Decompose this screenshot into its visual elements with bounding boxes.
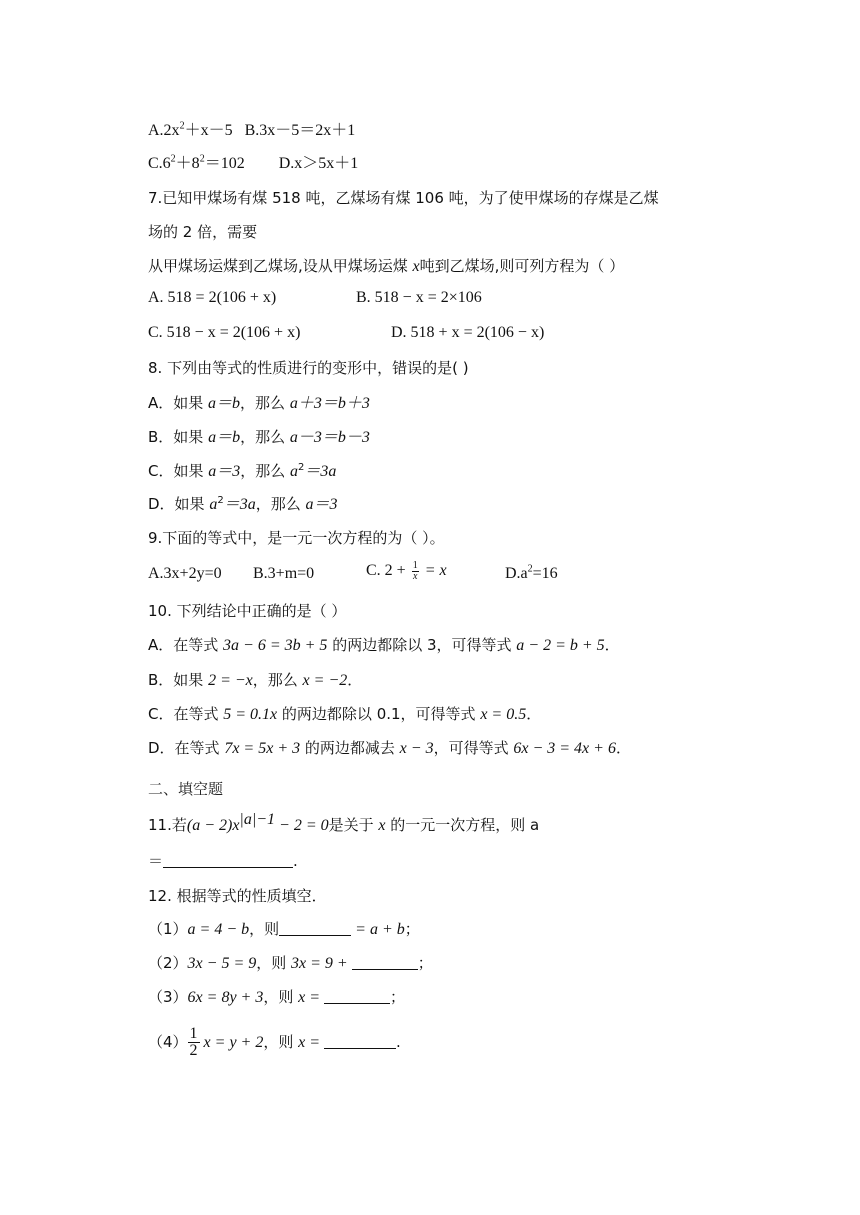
q12-item-1-blank[interactable] <box>279 919 351 936</box>
q7-option-d: D. 518 + x = 2(106 − x) <box>391 324 545 341</box>
q6-option-b: B.3x－5＝2x＋1 <box>244 122 356 139</box>
q10-option-c: C．在等式 5 = 0.1x 的两边都除以 0.1，可得等式 x = 0.5． <box>148 705 542 723</box>
q7-stem-line-2: 场的 2 倍，需要 <box>148 223 258 241</box>
q8-option-b: B．如果 a＝b，那么 a－3＝b－3 <box>148 428 370 446</box>
q8-stem: 8. 下列由等式的性质进行的变形中，错误的是( ) <box>148 359 469 377</box>
q6-options-line-1 <box>148 120 355 142</box>
q12-item-2-blank[interactable] <box>352 953 418 970</box>
q9-option-c: C. 2 + $\frac{1}{x}$ = x <box>366 559 447 582</box>
q8-option-a: A．如果 a＝b，那么 a＋3＝b＋3 <box>148 394 370 412</box>
q7-option-c: C. 518 − x = 2(106 + x) <box>148 324 301 341</box>
q6-options-line-2 <box>148 153 358 175</box>
q12-item-1: （1）a = 4 − b，则 = a + b； <box>148 920 420 938</box>
q7-option-a: A. 518 = 2(106 + x) <box>148 289 277 306</box>
q10-option-b: B．如果 2 = −x，那么 x = −2． <box>148 671 363 689</box>
q7-stem-line-3: 从甲煤场运煤到乙煤场,设从甲煤场运煤 x吨到乙煤场,则可列方程为（ ） <box>148 257 625 275</box>
q12-item-4: （4） $\frac{1}{2}$ x = y + 2，则 x = . <box>148 1025 401 1059</box>
q10-option-a: A．在等式 3a − 6 = 3b + 5 的两边都除以 3，可得等式 a − 2 = b + 5． <box>148 636 620 654</box>
q11-answer-line: ＝ . <box>148 852 298 870</box>
fraction: $\frac{1}{2}$ <box>189 1025 198 1059</box>
q11-stem: 11.若$(a - 2)x^{|a|-1} - 2 = 0$是关于 x 的一元一次方程，则 a <box>148 811 540 834</box>
q10-stem: 10. 下列结论中正确的是（ ） <box>148 602 347 620</box>
q6-option-d: D.x＞5x＋1 <box>278 155 359 172</box>
q10-option-d: D．在等式 7x = 5x + 3 的两边都减去 x − 3，可得等式 6x − 3 = 4x + 6． <box>148 739 631 757</box>
q9-option-b: B.3+m=0 <box>253 565 315 582</box>
q9-stem: 9.下面的等式中，是一元一次方程的为（ ）。 <box>148 529 445 547</box>
q6-option-c: $C.6^2+8^2=102$ <box>148 153 245 172</box>
q7-option-b: B. 518 − x = 2×106 <box>356 289 482 306</box>
q8-option-d: D．如果 $a^2=3a$，那么 a＝3 <box>148 495 338 513</box>
q12-item-3-blank[interactable] <box>324 987 390 1004</box>
section-title: 二、填空题 <box>148 780 224 798</box>
q12-stem: 12. 根据等式的性质填空． <box>148 887 327 905</box>
q9-option-a: A.3x+2y=0 <box>148 565 222 582</box>
q7-stem-line-1: 7.已知甲煤场有煤 518 吨，乙煤场有煤 106 吨，为了使甲煤场的存煤是乙煤 <box>148 189 659 207</box>
q12-item-4-blank[interactable] <box>324 1032 396 1049</box>
q12-item-3: （3）6x = 8y + 3，则 x = ； <box>148 988 406 1006</box>
q6-option-a: $A.2x^2+x-5$ <box>148 120 233 139</box>
q8-option-c: C．如果 a＝3，那么 $a^2=3a$ <box>148 462 337 480</box>
q11-answer-blank[interactable] <box>163 851 293 868</box>
q12-item-2: （2）3x − 5 = 9，则 3x = 9 + ； <box>148 954 433 972</box>
q9-option-d: $D.a^2=16$ <box>505 563 558 582</box>
fraction: $\frac{1}{x}$ <box>412 559 418 582</box>
